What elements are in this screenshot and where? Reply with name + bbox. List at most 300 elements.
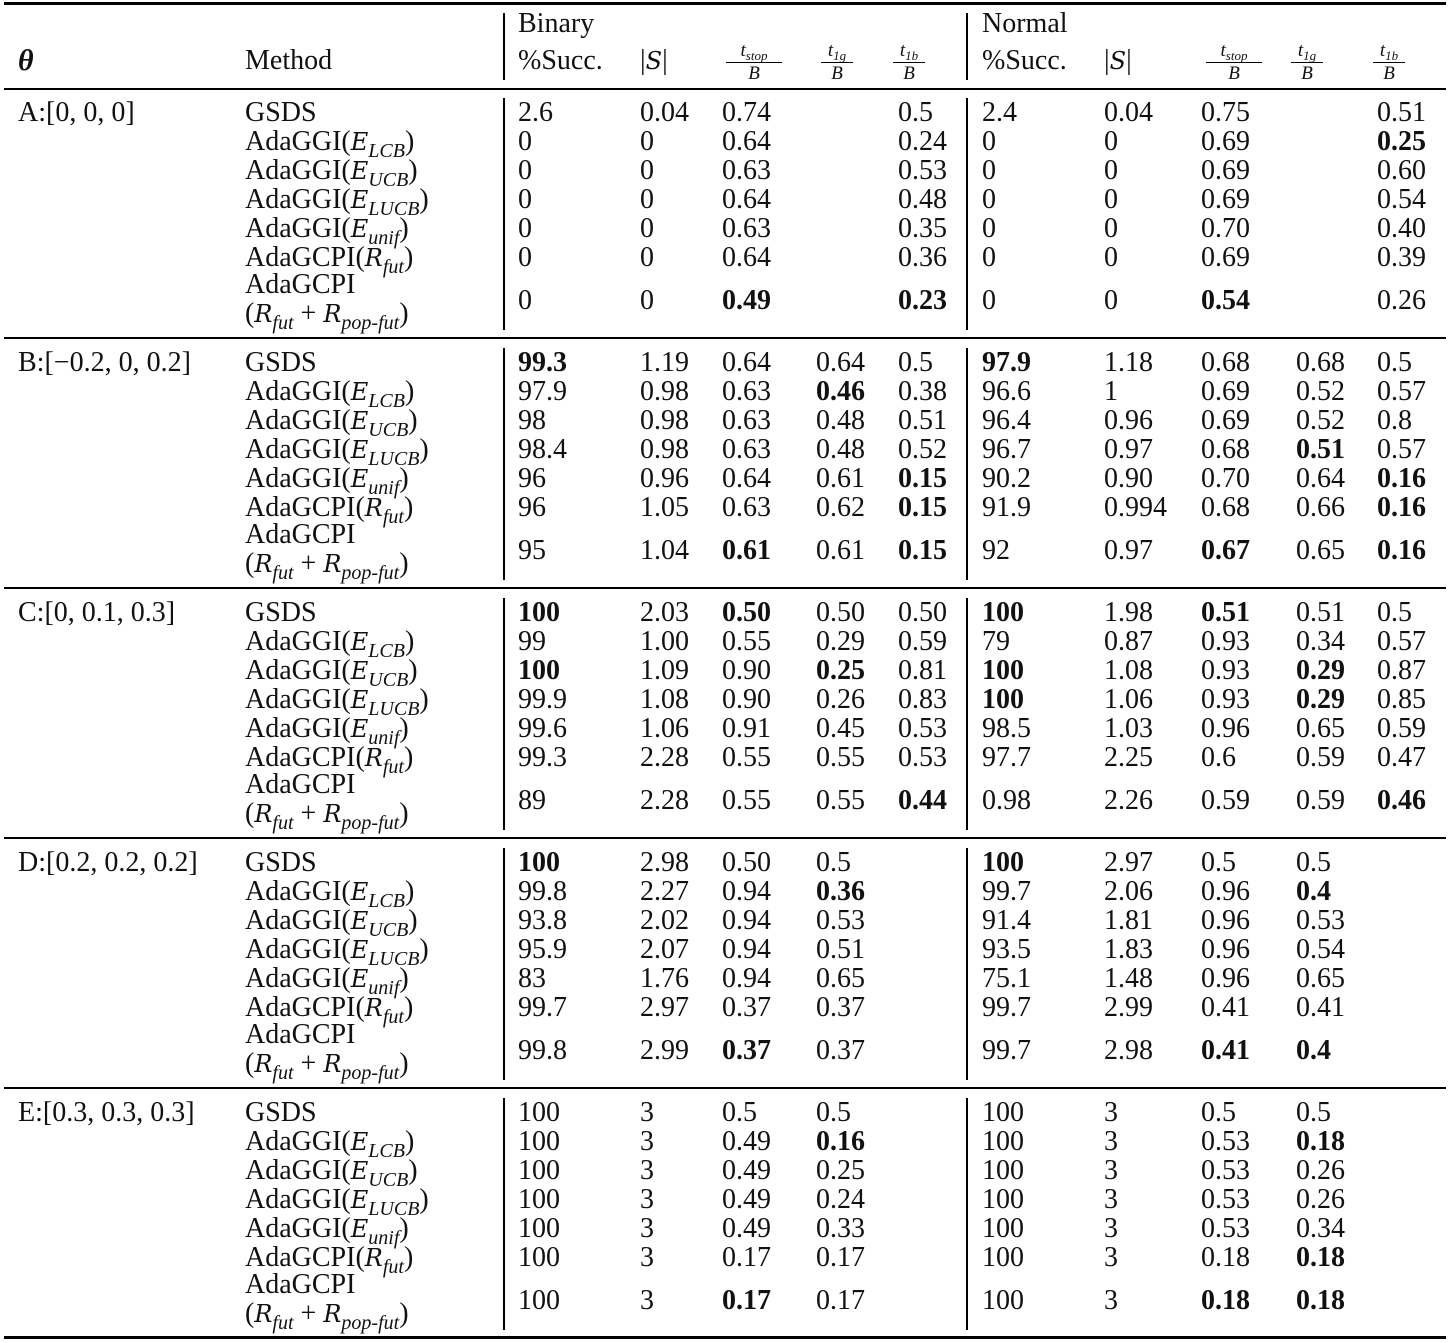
normal-t1g-cell: 0.52 (1296, 405, 1345, 436)
binary-t1b-header (884, 40, 934, 84)
binary-tstop-cell: 0.49 (722, 1184, 771, 1215)
binary-tstop-cell: 0.49 (722, 1126, 771, 1157)
normal-t1b-cell: 0.5 (1377, 347, 1412, 378)
method-line-1: AdaGCPI (245, 1019, 356, 1050)
binary-t1g-cell: 0.24 (816, 1184, 865, 1215)
binary-tstop-cell: 0.64 (722, 184, 771, 215)
subscript: LCB (368, 1140, 405, 1162)
normal-size-cell: 1.06 (1104, 684, 1153, 715)
binary-succ-cell: 100 (518, 1155, 560, 1186)
method-line-2 (245, 798, 409, 834)
normal-succ-cell: 99.7 (982, 876, 1031, 907)
fraction-numerator (718, 40, 790, 62)
subscript: fut (382, 256, 404, 278)
normal-t1b-cell: 0.25 (1377, 126, 1426, 157)
binary-tstop-cell: 0.63 (722, 405, 771, 436)
fraction-denominator: B (1228, 63, 1240, 85)
binary-t1g-cell: 0.29 (816, 626, 865, 657)
binary-size-cell: 1.05 (640, 492, 689, 523)
method-base: GSDS (245, 347, 317, 378)
normal-tstop-cell: 0.69 (1201, 405, 1250, 436)
subscript: fut (272, 812, 294, 834)
binary-tstop-cell: 0.55 (722, 785, 771, 816)
normal-group-header: Normal (982, 8, 1068, 39)
subscript: unif (368, 477, 400, 499)
binary-size-cell: 0.98 (640, 405, 689, 436)
binary-size-cell: 0 (640, 155, 654, 186)
theta-value: B:[−0.2, 0, 0.2] (18, 347, 191, 378)
normal-size-cell: 0.90 (1104, 463, 1153, 494)
method-base: AdaGCPI( (245, 1242, 365, 1273)
normal-t1g-cell: 0.29 (1296, 684, 1345, 715)
normal-tstop-cell: 0.54 (1201, 285, 1250, 316)
normal-t1g-cell: 0.65 (1296, 713, 1345, 744)
subscript: UCB (368, 169, 409, 191)
normal-tstop-header (1198, 40, 1270, 84)
binary-t1b-cell: 0.38 (898, 376, 947, 407)
normal-size-cell: 2.26 (1104, 785, 1153, 816)
column-separator (503, 1098, 505, 1330)
paren-open: ( (245, 1298, 255, 1329)
method-cell (245, 1098, 317, 1127)
method-base: AdaGGI( (245, 213, 351, 244)
fraction-subscript: 1b (905, 48, 919, 63)
normal-tstop-cell: 0.67 (1201, 535, 1250, 566)
binary-succ-cell: 99.6 (518, 713, 567, 744)
normal-succ-cell: 100 (982, 1285, 1024, 1316)
normal-size-cell: 3 (1104, 1184, 1118, 1215)
normal-size-cell: 3 (1104, 1097, 1118, 1128)
plus-sign: + (293, 298, 324, 329)
normal-t1g-cell: 0.52 (1296, 376, 1345, 407)
binary-t1g-cell: 0.46 (816, 376, 865, 407)
binary-size-cell: 3 (640, 1184, 654, 1215)
method-line-2 (245, 1048, 409, 1084)
column-separator (966, 348, 968, 580)
binary-succ-cell: 96 (518, 492, 546, 523)
binary-size-cell: 0 (640, 285, 654, 316)
normal-succ-cell: 100 (982, 847, 1024, 878)
normal-size-cell: 0.97 (1104, 434, 1153, 465)
normal-t1g-cell: 0.54 (1296, 934, 1345, 965)
fraction-t: t (1297, 40, 1304, 61)
method-base: AdaGGI( (245, 463, 351, 494)
normal-succ-cell: 100 (982, 1242, 1024, 1273)
binary-tstop-cell: 0.64 (722, 126, 771, 157)
script-r: R (254, 800, 273, 828)
normal-t1b-cell: 0.60 (1377, 155, 1426, 186)
set-s-symbol: S (645, 47, 663, 75)
column-separator (966, 1098, 968, 1330)
normal-t1b-cell: 0.57 (1377, 434, 1426, 465)
script-letter: R (364, 494, 383, 522)
method-base: AdaGGI( (245, 1184, 351, 1215)
normal-t1g-cell: 0.18 (1296, 1285, 1345, 1316)
binary-t1g-cell: 0.55 (816, 785, 865, 816)
method-base: AdaGGI( (245, 1213, 351, 1244)
table-rule (4, 1087, 1446, 1089)
normal-t1b-cell: 0.39 (1377, 242, 1426, 273)
binary-size-cell: 0 (640, 126, 654, 157)
method-base: AdaGGI( (245, 934, 351, 965)
binary-size-cell: 1.04 (640, 535, 689, 566)
binary-t1b-cell: 0.52 (898, 434, 947, 465)
binary-t1g-cell: 0.16 (816, 1126, 865, 1157)
method-base: AdaGCPI( (245, 492, 365, 523)
subscript: unif (368, 1227, 400, 1249)
binary-size-cell: 1.06 (640, 713, 689, 744)
normal-t1b-header (1364, 40, 1414, 84)
normal-t1b-cell: 0.16 (1377, 463, 1426, 494)
method-line-2 (245, 298, 409, 334)
binary-tstop-cell: 0.94 (722, 876, 771, 907)
normal-tstop-cell: 0.51 (1201, 597, 1250, 628)
binary-tstop-cell: 0.64 (722, 463, 771, 494)
normal-t1b-cell: 0.57 (1377, 626, 1426, 657)
binary-succ-cell: 100 (518, 597, 560, 628)
normal-t1g-cell: 0.18 (1296, 1126, 1345, 1157)
paren-close: ) (399, 1213, 409, 1244)
binary-tstop-cell: 0.63 (722, 492, 771, 523)
binary-succ-cell: 99.3 (518, 347, 567, 378)
binary-tstop-cell: 0.94 (722, 905, 771, 936)
binary-tstop-cell: 0.91 (722, 713, 771, 744)
normal-t1g-cell: 0.66 (1296, 492, 1345, 523)
subscript: LUCB (368, 698, 420, 720)
fraction-subscript: 1g (833, 48, 847, 63)
binary-t1b-cell: 0.5 (898, 97, 933, 128)
paren-close: ) (408, 155, 418, 186)
column-separator (503, 598, 505, 830)
fraction-t: t (740, 40, 746, 61)
binary-tstop-cell: 0.64 (722, 347, 771, 378)
subscript: fut (272, 312, 294, 334)
script-letter: E (350, 878, 369, 906)
method-base: GSDS (245, 597, 317, 628)
binary-succ-cell: 97.9 (518, 376, 567, 407)
normal-succ-cell: 91.4 (982, 905, 1031, 936)
binary-t1b-cell: 0.53 (898, 713, 947, 744)
method-line-1: AdaGCPI (245, 269, 356, 300)
binary-t1b-cell: 0.53 (898, 742, 947, 773)
binary-succ-cell: 99.3 (518, 742, 567, 773)
table-rule (4, 337, 1446, 339)
normal-t1g-cell: 0.4 (1296, 876, 1331, 907)
theta-value: D:[0.2, 0.2, 0.2] (18, 847, 198, 878)
method-cell (245, 348, 317, 377)
binary-t1g-cell: 0.25 (816, 655, 865, 686)
binary-t1g-cell: 0.51 (816, 934, 865, 965)
paren-open: ( (245, 1048, 255, 1079)
subscript: fut (382, 756, 404, 778)
normal-succ-cell: 100 (982, 1213, 1024, 1244)
method-base: AdaGCPI( (245, 742, 365, 773)
binary-group-header: Binary (518, 8, 595, 39)
paren-close: ) (404, 376, 415, 407)
paren-close: ) (419, 184, 429, 215)
normal-size-cell: 1 (1104, 376, 1118, 407)
normal-tstop-cell: 0.69 (1201, 376, 1250, 407)
normal-succ-cell: 0 (982, 242, 996, 273)
binary-t1g-cell: 0.48 (816, 434, 865, 465)
normal-succ-cell: 96.6 (982, 376, 1031, 407)
paren-close: ) (404, 876, 415, 907)
binary-tstop-cell: 0.50 (722, 847, 771, 878)
binary-tstop-cell: 0.90 (722, 684, 771, 715)
column-separator (966, 13, 968, 80)
normal-t1b-cell: 0.46 (1377, 785, 1426, 816)
normal-t1g-cell: 0.26 (1296, 1155, 1345, 1186)
fraction-denominator: B (748, 63, 760, 85)
normal-t1b-cell: 0.57 (1377, 376, 1426, 407)
binary-size-cell: 2.07 (640, 934, 689, 965)
script-r: R (254, 300, 273, 328)
binary-tstop-cell: 0.94 (722, 963, 771, 994)
script-letter: E (350, 965, 369, 993)
binary-t1g-cell: 0.62 (816, 492, 865, 523)
normal-t1g-cell: 0.59 (1296, 785, 1345, 816)
binary-tstop-cell: 0.55 (722, 742, 771, 773)
fraction-t: t (1379, 40, 1386, 61)
paren-close: ) (403, 992, 414, 1023)
normal-succ-cell: 0 (982, 184, 996, 215)
column-separator (966, 848, 968, 1080)
normal-t1b-cell: 0.40 (1377, 213, 1426, 244)
method-base: AdaGGI( (245, 684, 351, 715)
binary-succ-cell: 0 (518, 213, 532, 244)
binary-t1b-cell: 0.44 (898, 785, 947, 816)
paren-close: ) (419, 1184, 429, 1215)
subscript: LUCB (368, 1198, 420, 1220)
script-r: R (323, 1300, 342, 1328)
binary-succ-cell: 0 (518, 155, 532, 186)
paren-close: ) (403, 742, 414, 773)
binary-succ-cell: 0 (518, 126, 532, 157)
binary-size-cell: 0.96 (640, 463, 689, 494)
normal-tstop-cell: 0.70 (1201, 463, 1250, 494)
normal-tstop-cell: 0.41 (1201, 1035, 1250, 1066)
script-r: R (254, 1300, 273, 1328)
normal-t1b-cell: 0.26 (1377, 285, 1426, 316)
method-cell (245, 598, 317, 627)
script-letter: E (350, 215, 369, 243)
normal-t1g-cell: 0.68 (1296, 347, 1345, 378)
subscript: LCB (368, 890, 405, 912)
binary-tstop-cell: 0.49 (722, 1155, 771, 1186)
binary-tstop-cell: 0.90 (722, 655, 771, 686)
subscript: pop-fut (341, 312, 400, 334)
normal-t1g-cell: 0.34 (1296, 1213, 1345, 1244)
normal-succ-cell: 100 (982, 1155, 1024, 1186)
method-cell (245, 98, 317, 127)
method-line-1: AdaGCPI (245, 769, 356, 800)
normal-size-cell: 3 (1104, 1242, 1118, 1273)
normal-succ-cell: 99.7 (982, 992, 1031, 1023)
fraction-numerator (812, 40, 862, 62)
normal-t1g-cell: 0.65 (1296, 963, 1345, 994)
normal-tstop-cell: 0.96 (1201, 876, 1250, 907)
method-cell (245, 1019, 409, 1084)
subscript: fut (272, 1062, 294, 1084)
method-base: GSDS (245, 847, 317, 878)
normal-succ-cell: 93.5 (982, 934, 1031, 965)
subscript: UCB (368, 669, 409, 691)
binary-tstop-cell: 0.63 (722, 213, 771, 244)
fraction-t: t (827, 40, 834, 61)
normal-size-cell: 0 (1104, 184, 1118, 215)
paren-close: ) (408, 905, 418, 936)
method-base: AdaGGI( (245, 655, 351, 686)
fraction-t: t (1220, 40, 1226, 61)
binary-tstop-cell: 0.49 (722, 285, 771, 316)
normal-succ-cell: 0 (982, 126, 996, 157)
binary-succ-cell: 96 (518, 463, 546, 494)
binary-tstop-cell: 0.50 (722, 597, 771, 628)
normal-tstop-cell: 0.68 (1201, 347, 1250, 378)
binary-size-cell: 2.28 (640, 785, 689, 816)
script-letter: E (350, 1128, 369, 1156)
script-letter: R (364, 1244, 383, 1272)
paren-close: ) (399, 963, 409, 994)
normal-size-cell: 0.994 (1104, 492, 1167, 523)
subscript: unif (368, 977, 400, 999)
method-cell (245, 848, 317, 877)
normal-tstop-cell: 0.18 (1201, 1285, 1250, 1316)
normal-tstop-cell: 0.96 (1201, 934, 1250, 965)
plus-sign: + (293, 798, 324, 829)
binary-size-cell: 2.98 (640, 847, 689, 878)
binary-succ-cell: 100 (518, 1097, 560, 1128)
binary-t1g-cell: 0.17 (816, 1242, 865, 1273)
binary-size-cell: 2.27 (640, 876, 689, 907)
normal-succ-cell: 0 (982, 285, 996, 316)
script-letter: E (350, 686, 369, 714)
binary-tstop-cell: 0.64 (722, 242, 771, 273)
column-separator (503, 348, 505, 580)
normal-tstop-cell: 0.69 (1201, 155, 1250, 186)
binary-succ-cell: 100 (518, 1285, 560, 1316)
normal-succ-cell: 96.4 (982, 405, 1031, 436)
subscript: LUCB (368, 198, 420, 220)
normal-size-cell: 3 (1104, 1213, 1118, 1244)
binary-size-cell: 1.19 (640, 347, 689, 378)
normal-tstop-cell: 0.93 (1201, 655, 1250, 686)
subscript: UCB (368, 919, 409, 941)
method-cell (245, 519, 409, 584)
method-base: AdaGGI( (245, 1126, 351, 1157)
binary-size-cell: 3 (640, 1126, 654, 1157)
normal-tstop-cell: 0.70 (1201, 213, 1250, 244)
fraction-numerator (1198, 40, 1270, 62)
subscript: fut (382, 506, 404, 528)
method-base: AdaGCPI( (245, 992, 365, 1023)
subscript: LUCB (368, 448, 420, 470)
normal-tstop-cell: 0.75 (1201, 97, 1250, 128)
script-letter: R (364, 244, 383, 272)
binary-size-cell: 1.00 (640, 626, 689, 657)
binary-t1b-cell: 0.35 (898, 213, 947, 244)
method-base: AdaGGI( (245, 376, 351, 407)
binary-size-cell: 1.76 (640, 963, 689, 994)
binary-tstop-cell: 0.94 (722, 934, 771, 965)
normal-succ-cell: 0.98 (982, 785, 1031, 816)
subscript: fut (272, 1312, 294, 1334)
normal-size-cell: 0 (1104, 213, 1118, 244)
binary-size-cell: 0 (640, 184, 654, 215)
normal-tstop-cell: 0.93 (1201, 626, 1250, 657)
binary-succ-cell: 99 (518, 626, 546, 657)
fraction-denominator: B (1383, 63, 1395, 85)
normal-size-cell: 1.83 (1104, 934, 1153, 965)
binary-succ-cell: 0 (518, 184, 532, 215)
binary-t1b-cell: 0.24 (898, 126, 947, 157)
binary-size-cell: 2.99 (640, 1035, 689, 1066)
script-letter: E (350, 715, 369, 743)
normal-t1g-cell: 0.4 (1296, 1035, 1331, 1066)
normal-succ-cell: 98.5 (982, 713, 1031, 744)
binary-t1g-cell: 0.55 (816, 742, 865, 773)
normal-t1g-cell: 0.34 (1296, 626, 1345, 657)
paren-close: ) (408, 655, 418, 686)
fraction-numerator (1364, 40, 1414, 62)
subscript: LCB (368, 640, 405, 662)
normal-size-cell: 0.87 (1104, 626, 1153, 657)
binary-t1b-cell: 0.23 (898, 285, 947, 316)
normal-size-cell: 3 (1104, 1285, 1118, 1316)
normal-t1b-cell: 0.85 (1377, 684, 1426, 715)
normal-size-cell: 2.25 (1104, 742, 1153, 773)
normal-t1g-header (1282, 40, 1332, 84)
set-s-symbol: S (1109, 47, 1127, 75)
method-cell (245, 269, 409, 334)
normal-size-cell: 2.99 (1104, 992, 1153, 1023)
binary-t1g-header (812, 40, 862, 84)
binary-tstop-cell: 0.37 (722, 1035, 771, 1066)
script-letter: E (350, 907, 369, 935)
normal-t1g-cell: 0.26 (1296, 1184, 1345, 1215)
paren-close: ) (399, 548, 409, 579)
method-cell (245, 769, 409, 834)
normal-succ-cell: 92 (982, 535, 1010, 566)
fraction-subscript: 1b (1385, 48, 1399, 63)
script-letter: E (350, 1186, 369, 1214)
normal-t1b-cell: 0.87 (1377, 655, 1426, 686)
normal-size-cell: 0.96 (1104, 405, 1153, 436)
binary-t1g-cell: 0.36 (816, 876, 865, 907)
normal-t1b-cell: 0.16 (1377, 535, 1426, 566)
paren-close: ) (419, 434, 429, 465)
method-base: AdaGGI( (245, 626, 351, 657)
fraction-numerator (1282, 40, 1332, 62)
normal-t1b-cell: 0.16 (1377, 492, 1426, 523)
method-base: AdaGGI( (245, 876, 351, 907)
normal-succ-cell: 100 (982, 597, 1024, 628)
normal-tstop-cell: 0.69 (1201, 242, 1250, 273)
normal-tstop-cell: 0.68 (1201, 434, 1250, 465)
binary-size-cell: 2.97 (640, 992, 689, 1023)
normal-tstop-cell: 0.41 (1201, 992, 1250, 1023)
binary-size-cell: 1.09 (640, 655, 689, 686)
binary-t1g-cell: 0.48 (816, 405, 865, 436)
table-rule (4, 88, 1446, 90)
paren-close: ) (408, 1155, 418, 1186)
normal-t1g-cell: 0.41 (1296, 992, 1345, 1023)
fraction-subscript: stop (1225, 48, 1248, 63)
subscript: LCB (368, 390, 405, 412)
binary-succ-cell: 95.9 (518, 934, 567, 965)
normal-tstop-cell: 0.6 (1201, 742, 1236, 773)
binary-tstop-cell: 0.5 (722, 1097, 757, 1128)
